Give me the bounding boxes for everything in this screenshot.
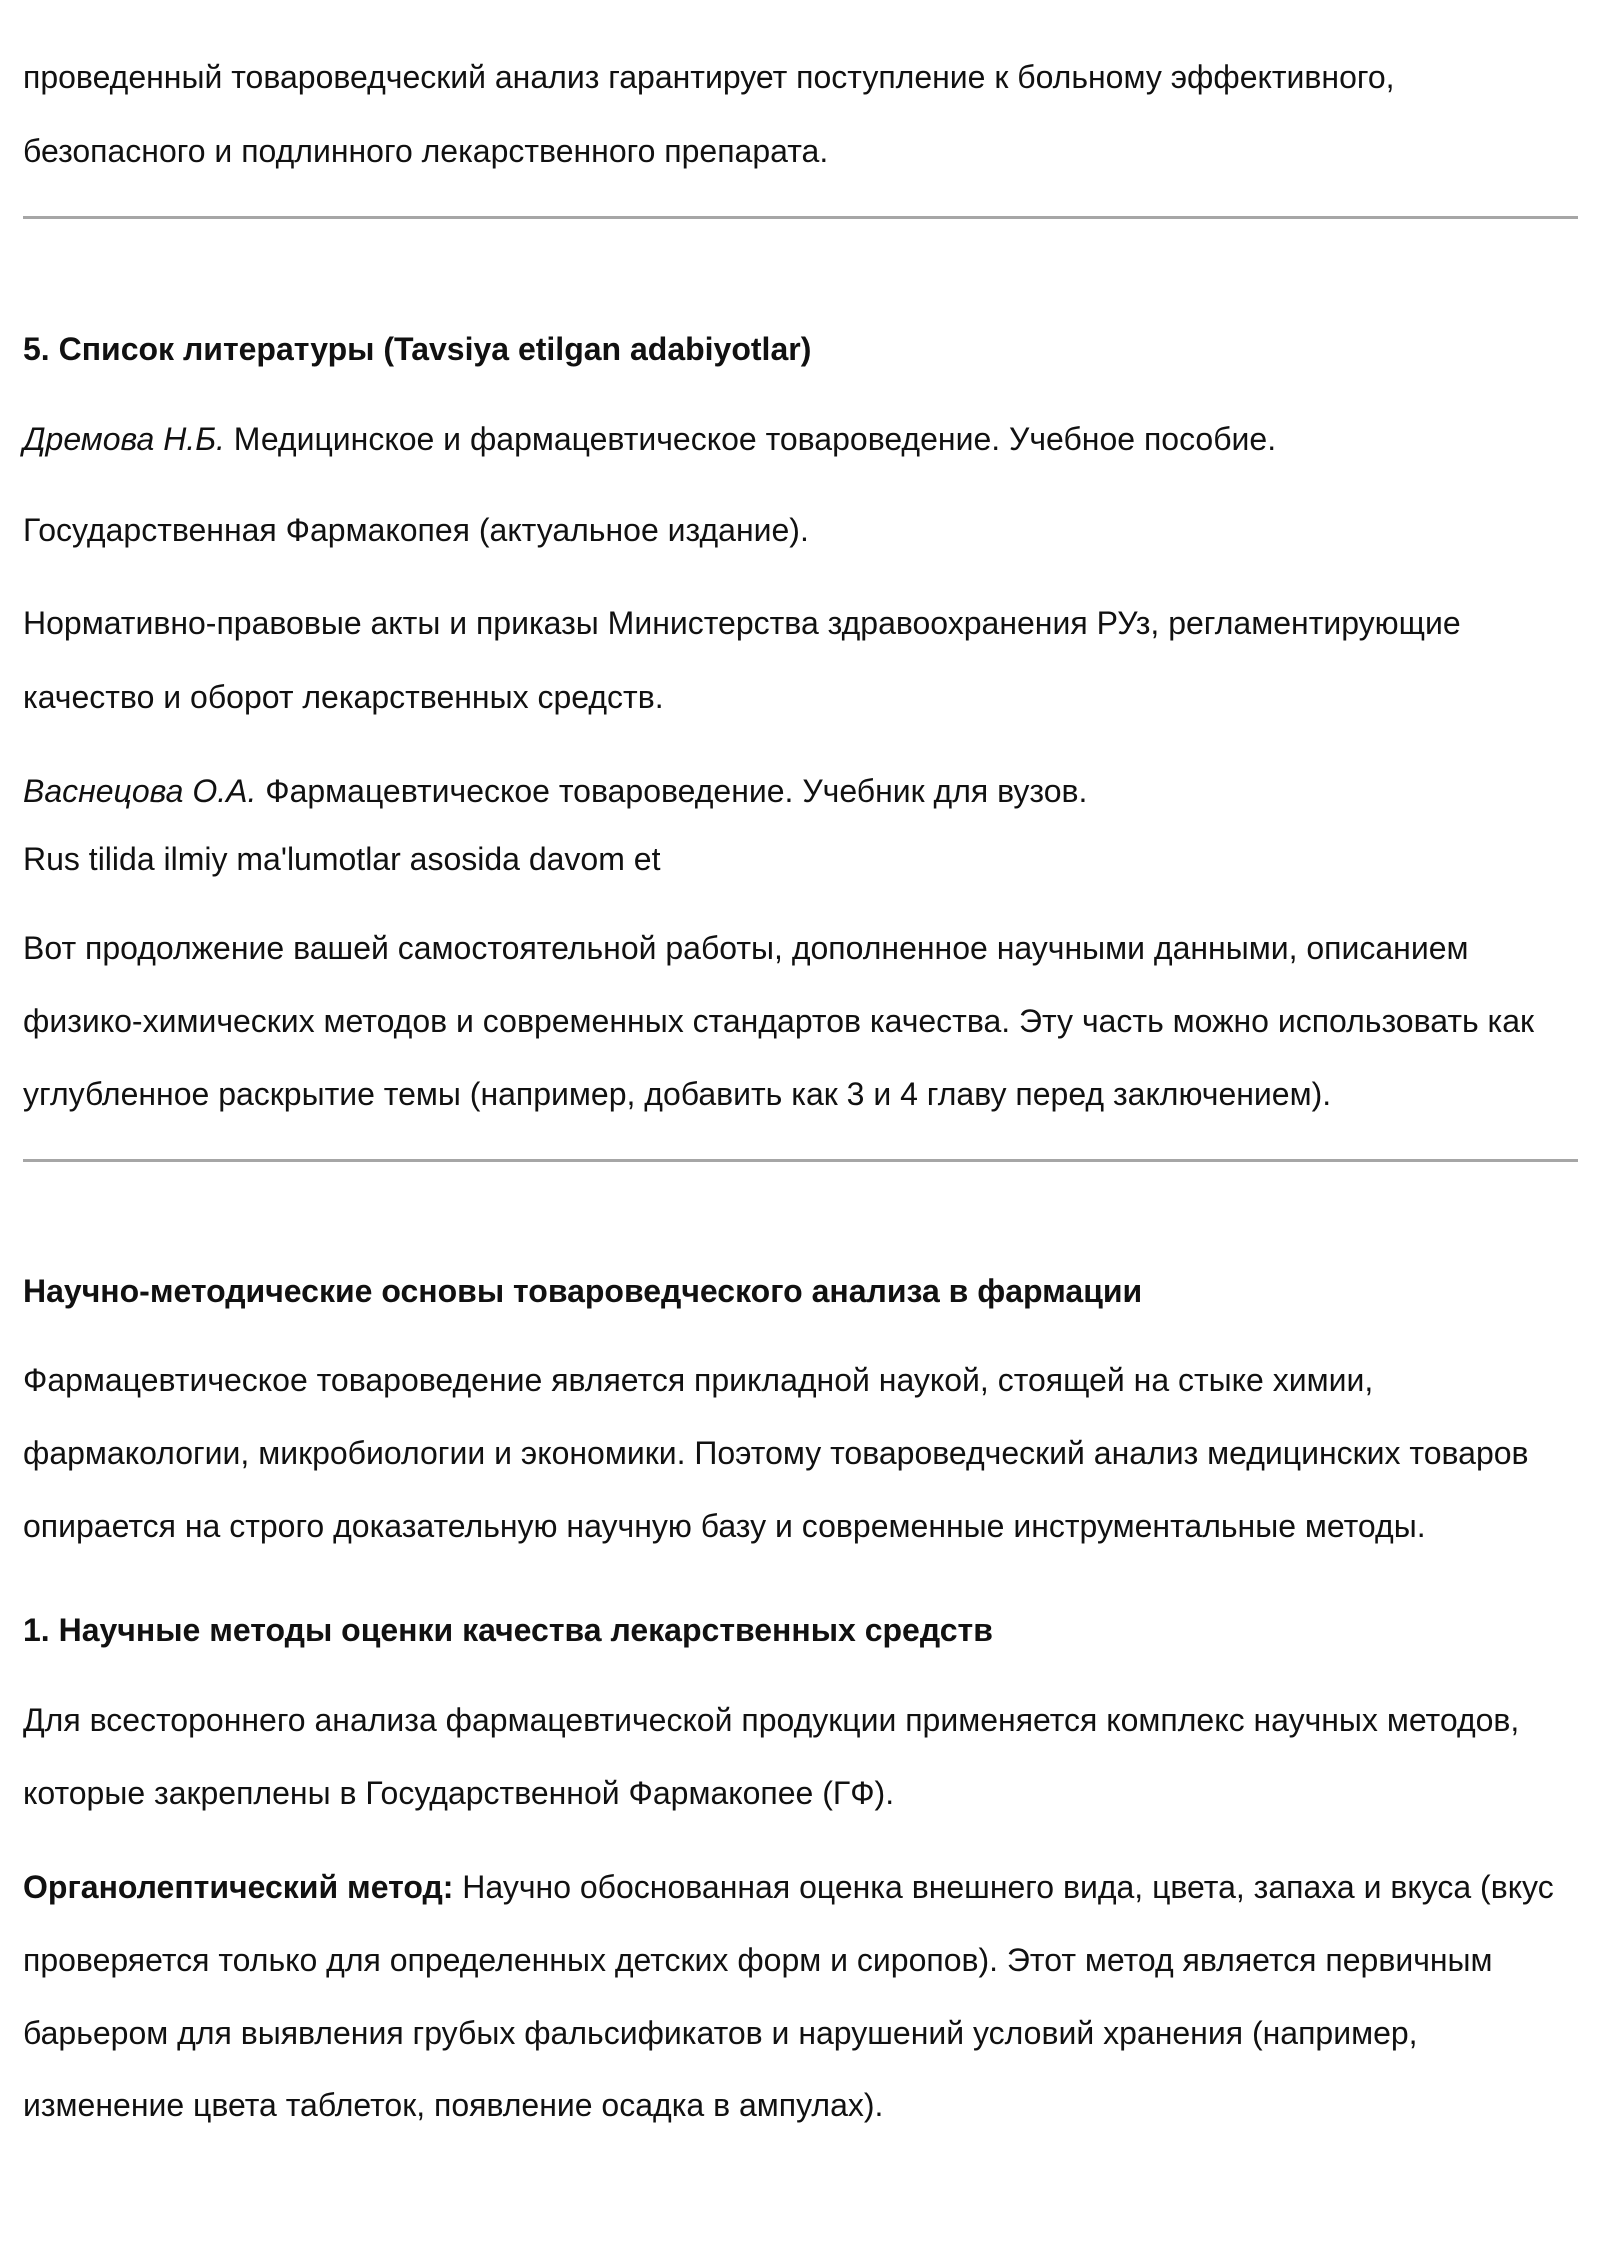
method-line-2: проверяется только для определенных детских форм и сиропов). Этот метод является первичным bbox=[23, 1942, 1493, 1978]
section-para-line-2: фармакологии, микробиологии и экономики. Поэтому товароведческий анализ медицинских товаров bbox=[23, 1435, 1529, 1471]
subsection-para-line-2: которые закреплены в Государственной Фармакопее (ГФ). bbox=[23, 1775, 895, 1811]
reference-author: Васнецова О.А. bbox=[23, 773, 257, 809]
intro-line-1: проведенный товароведческий анализ гарантирует поступление к больному эффективного, bbox=[23, 59, 1395, 95]
continuation-line-2: физико-химических методов и современных стандартов качества. Эту часть можно использовать как bbox=[23, 1003, 1535, 1039]
section-para-line-1: Фармацевтическое товароведение является прикладной наукой, стоящей на стыке химии, bbox=[23, 1362, 1374, 1398]
horizontal-divider bbox=[23, 216, 1578, 219]
reference-title: Фармацевтическое товароведение. Учебник для вузов. bbox=[256, 773, 1088, 809]
user-prompt: Rus tilida ilmiy ma'lumotlar asosida davom et bbox=[23, 841, 661, 877]
reference-author: Дремова Н.Б. bbox=[23, 421, 225, 457]
section-title: Научно-методические основы товароведческого анализа в фармации bbox=[23, 1273, 1143, 1309]
method-line-3: барьером для выявления грубых фальсификатов и нарушений условий хранения (например, bbox=[23, 2015, 1418, 2051]
method-line-4: изменение цвета таблеток, появление осадка в ампулах). bbox=[23, 2087, 884, 2123]
reference-item-3: Нормативно-правовые акты и приказы Министерства здравоохранения РУз, регламентирующие bbox=[23, 605, 1461, 641]
reference-item-4 bbox=[23, 771, 1087, 811]
subsection-para-line-1: Для всестороннего анализа фармацевтической продукции применяется комплекс научных методов, bbox=[23, 1702, 1520, 1738]
continuation-line-1: Вот продолжение вашей самостоятельной работы, дополненное научными данными, описанием bbox=[23, 930, 1469, 966]
reference-item-1 bbox=[23, 419, 1276, 459]
reference-item-2: Государственная Фармакопея (актуальное издание). bbox=[23, 512, 809, 548]
method-text: Научно обоснованная оценка внешнего вида, цвета, запаха и вкуса (вкус bbox=[453, 1869, 1554, 1905]
reference-item-3-cont: качество и оборот лекарственных средств. bbox=[23, 679, 664, 715]
intro-line-2: безопасного и подлинного лекарственного препарата. bbox=[23, 133, 829, 169]
horizontal-divider bbox=[23, 1159, 1578, 1162]
subsection-heading: 1. Научные методы оценки качества лекарственных средств bbox=[23, 1612, 993, 1648]
method-label: Органолептический метод: bbox=[23, 1869, 454, 1905]
references-heading: 5. Список литературы (Tavsiya etilgan adabiyotlar) bbox=[23, 331, 812, 367]
reference-title: Медицинское и фармацевтическое товароведение. Учебное пособие. bbox=[224, 421, 1277, 457]
section-para-line-3: опирается на строго доказательную научную базу и современные инструментальные методы. bbox=[23, 1508, 1426, 1544]
continuation-line-3: углубленное раскрытие темы (например, добавить как 3 и 4 главу перед заключением). bbox=[23, 1076, 1332, 1112]
method-line-1 bbox=[23, 1867, 1554, 1907]
